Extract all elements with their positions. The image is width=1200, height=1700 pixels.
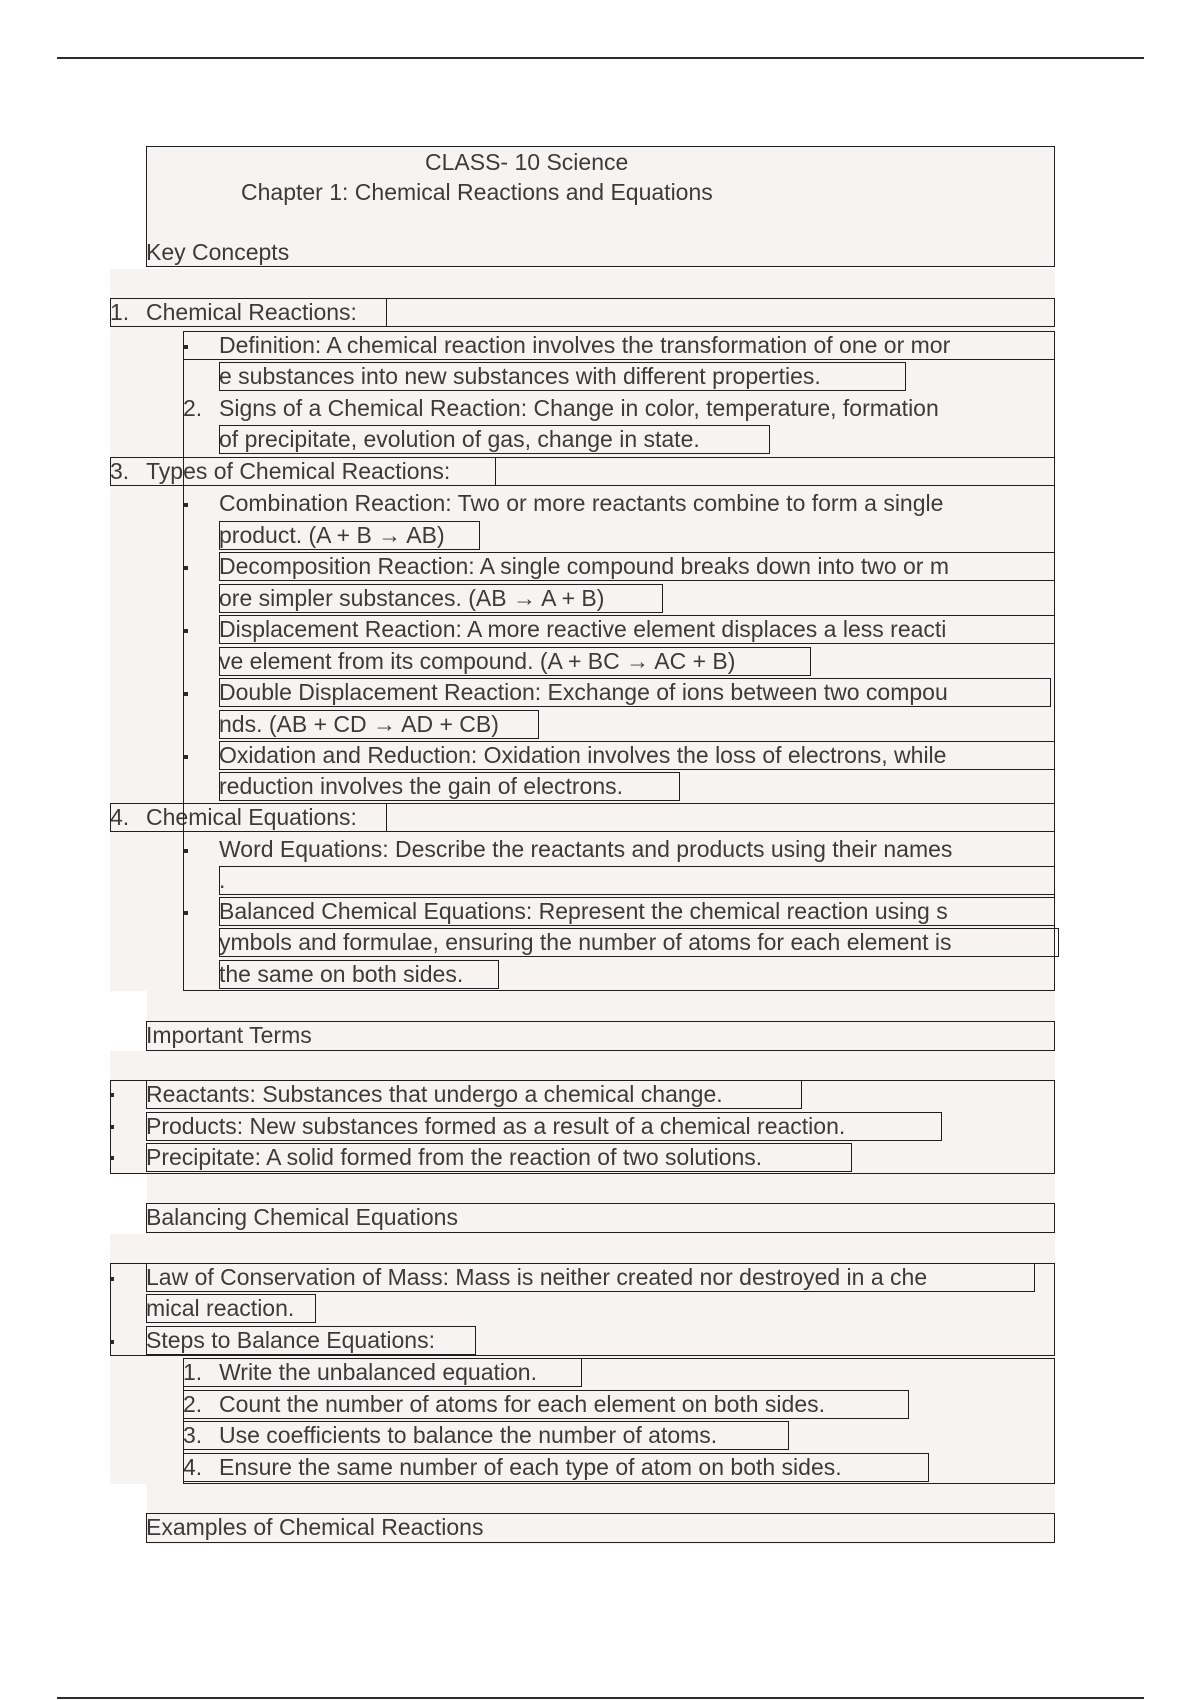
displacement-line-2: ve element from its compound. (A + BC → AC + B) bbox=[219, 648, 736, 674]
law-line-1: Law of Conservation of Mass: Mass is neither created nor destroyed in a che bbox=[146, 1264, 928, 1290]
balancing-heading: Balancing Chemical Equations bbox=[146, 1204, 458, 1230]
step-4: Ensure the same number of each type of atom on both sides. bbox=[219, 1454, 842, 1480]
chemical-reactions-heading: Chemical Reactions: bbox=[146, 299, 357, 325]
equations-heading: Chemical Equations: bbox=[146, 804, 357, 830]
balanced-equations-line-1: Balanced Chemical Equations: Represent the chemical reaction using s bbox=[219, 898, 948, 924]
bullet-icon bbox=[184, 566, 188, 570]
class-title: CLASS- 10 Science bbox=[425, 149, 629, 175]
oxidation-line-1: Oxidation and Reduction: Oxidation involves the loss of electrons, while bbox=[219, 742, 947, 768]
decomposition-line-1: Decomposition Reaction: A single compound breaks down into two or m bbox=[219, 553, 950, 579]
term-reactants: Reactants: Substances that undergo a chemical change. bbox=[146, 1081, 723, 1107]
term-products: Products: New substances formed as a result of a chemical reaction. bbox=[146, 1113, 846, 1139]
double-displacement-line-1: Double Displacement Reaction: Exchange of ions between two compou bbox=[219, 679, 948, 705]
step-number: 3. bbox=[183, 1422, 203, 1448]
list-number: 3. bbox=[110, 458, 130, 484]
step-3: Use coefficients to balance the number of atoms. bbox=[219, 1422, 718, 1448]
term-precipitate: Precipitate: A solid formed from the reaction of two solutions. bbox=[146, 1144, 763, 1170]
balanced-equations-line-3: the same on both sides. bbox=[219, 961, 464, 987]
chapter-title: Chapter 1: Chemical Reactions and Equations bbox=[241, 179, 713, 205]
key-concepts-heading: Key Concepts bbox=[146, 239, 290, 265]
bullet-icon bbox=[184, 629, 188, 633]
types-heading: Types of Chemical Reactions: bbox=[146, 458, 451, 484]
bullet-icon bbox=[184, 692, 188, 696]
bullet-icon bbox=[110, 1277, 114, 1281]
bullet-icon bbox=[110, 1340, 114, 1344]
bullet-icon bbox=[184, 911, 188, 915]
step-number: 1. bbox=[183, 1359, 203, 1385]
step-1: Write the unbalanced equation. bbox=[219, 1359, 537, 1385]
bullet-icon bbox=[110, 1093, 114, 1097]
combination-line-2: product. (A + B → AB) bbox=[219, 522, 445, 548]
word-equations-line-1: Word Equations: Describe the reactants and products using their names bbox=[219, 836, 953, 862]
bullet-icon bbox=[184, 503, 188, 507]
bullet-icon bbox=[110, 1156, 114, 1160]
word-equations-line-2: . bbox=[219, 867, 226, 893]
step-number: 2. bbox=[183, 1391, 203, 1417]
bullet-icon bbox=[184, 849, 188, 853]
important-terms-heading: Important Terms bbox=[146, 1022, 312, 1048]
displacement-line-1: Displacement Reaction: A more reactive element displaces a less reacti bbox=[219, 616, 947, 642]
combination-line-1: Combination Reaction: Two or more reactants combine to form a single bbox=[219, 490, 944, 516]
definition-line-2: e substances into new substances with different properties. bbox=[219, 363, 821, 389]
bullet-icon bbox=[184, 755, 188, 759]
double-displacement-line-2: nds. (AB + CD → AD + CB) bbox=[219, 711, 499, 737]
signs-line-1: Signs of a Chemical Reaction: Change in color, temperature, formation bbox=[219, 395, 939, 421]
law-line-2: mical reaction. bbox=[146, 1295, 295, 1321]
decomposition-line-2: ore simpler substances. (AB → A + B) bbox=[219, 585, 605, 611]
list-number: 2. bbox=[183, 395, 203, 421]
signs-line-2: of precipitate, evolution of gas, change in state. bbox=[219, 426, 700, 452]
balanced-equations-line-2: ymbols and formulae, ensuring the number of atoms for each element is bbox=[219, 929, 952, 955]
oxidation-line-2: reduction involves the gain of electrons. bbox=[219, 773, 624, 799]
list-number: 1. bbox=[110, 299, 130, 325]
bullet-icon bbox=[184, 345, 188, 349]
list-number: 4. bbox=[110, 804, 130, 830]
step-2: Count the number of atoms for each element on both sides. bbox=[219, 1391, 826, 1417]
examples-heading: Examples of Chemical Reactions bbox=[146, 1514, 484, 1540]
top-rule bbox=[57, 57, 1144, 59]
steps-label: Steps to Balance Equations: bbox=[146, 1327, 435, 1353]
step-number: 4. bbox=[183, 1454, 203, 1480]
definition-line-1: Definition: A chemical reaction involves the transformation of one or mor bbox=[219, 332, 951, 358]
bullet-icon bbox=[110, 1125, 114, 1129]
bottom-rule bbox=[57, 1697, 1144, 1699]
